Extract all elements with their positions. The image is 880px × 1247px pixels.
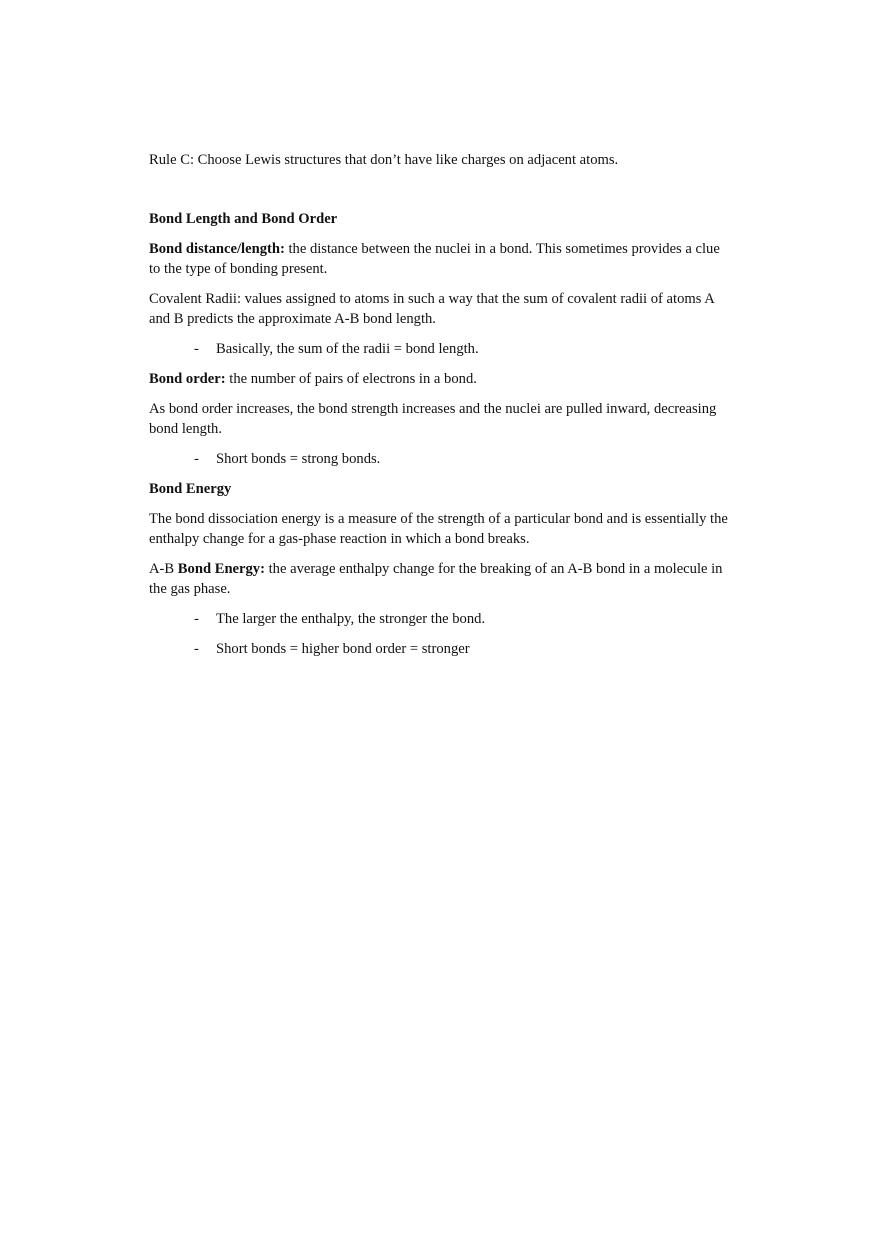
dash-bullet: -: [194, 611, 199, 627]
bullet-text: Short bonds = higher bond order = stronger: [216, 641, 470, 657]
prefix: A-B: [149, 561, 178, 577]
bullet-text: Short bonds = strong bonds.: [216, 451, 381, 467]
rule-c-text: Rule C: Choose Lewis structures that don’t have like charges on adjacent atoms.: [149, 152, 619, 168]
heading-bond-energy: [149, 479, 734, 499]
bullet-text: Basically, the sum of the radii = bond length.: [216, 341, 479, 357]
heading-text: Bond Length and Bond Order: [149, 211, 338, 227]
bullet-item: [194, 449, 734, 469]
dissociation-text: The bond dissociation energy is a measure of the strength of a particular bond and is essentially the enthalpy change for a gas-phase reaction in which a bond breaks.: [149, 511, 728, 547]
term: Bond Energy:: [177, 561, 265, 577]
bullet-text: The larger the enthalpy, the stronger the bond.: [216, 611, 486, 627]
bullet-item: [194, 609, 734, 629]
heading-bond-length-order: [149, 209, 734, 229]
ab-bond-energy-definition: [149, 559, 734, 599]
dash-bullet: -: [194, 451, 199, 467]
definition: the average enthalpy change for the breaking of an A-B bond in a molecule in the gas phase.: [149, 561, 723, 597]
definition: the distance between the nuclei in a bond. This sometimes provides a clue to the type of bonding present.: [149, 241, 720, 277]
heading-text: Bond Energy: [149, 481, 232, 497]
definition: the number of pairs of electrons in a bond.: [225, 371, 477, 387]
bond-order-definition: [149, 369, 734, 389]
dash-bullet: -: [194, 341, 199, 357]
bond-order-increase-text: As bond order increases, the bond strength increases and the nuclei are pulled inward, decreasing bond length.: [149, 401, 717, 437]
dash-bullet: -: [194, 641, 199, 657]
bullet-item: [194, 339, 734, 359]
covalent-radii-definition: Covalent Radii: values assigned to atoms in such a way that the sum of covalent radii of atoms A and B predicts the approximate A-B bond length.: [149, 291, 714, 327]
bond-distance-definition: [149, 239, 734, 279]
term: Bond order:: [149, 371, 226, 387]
bullet-item: [194, 639, 734, 659]
term: Bond distance/length:: [149, 241, 285, 257]
